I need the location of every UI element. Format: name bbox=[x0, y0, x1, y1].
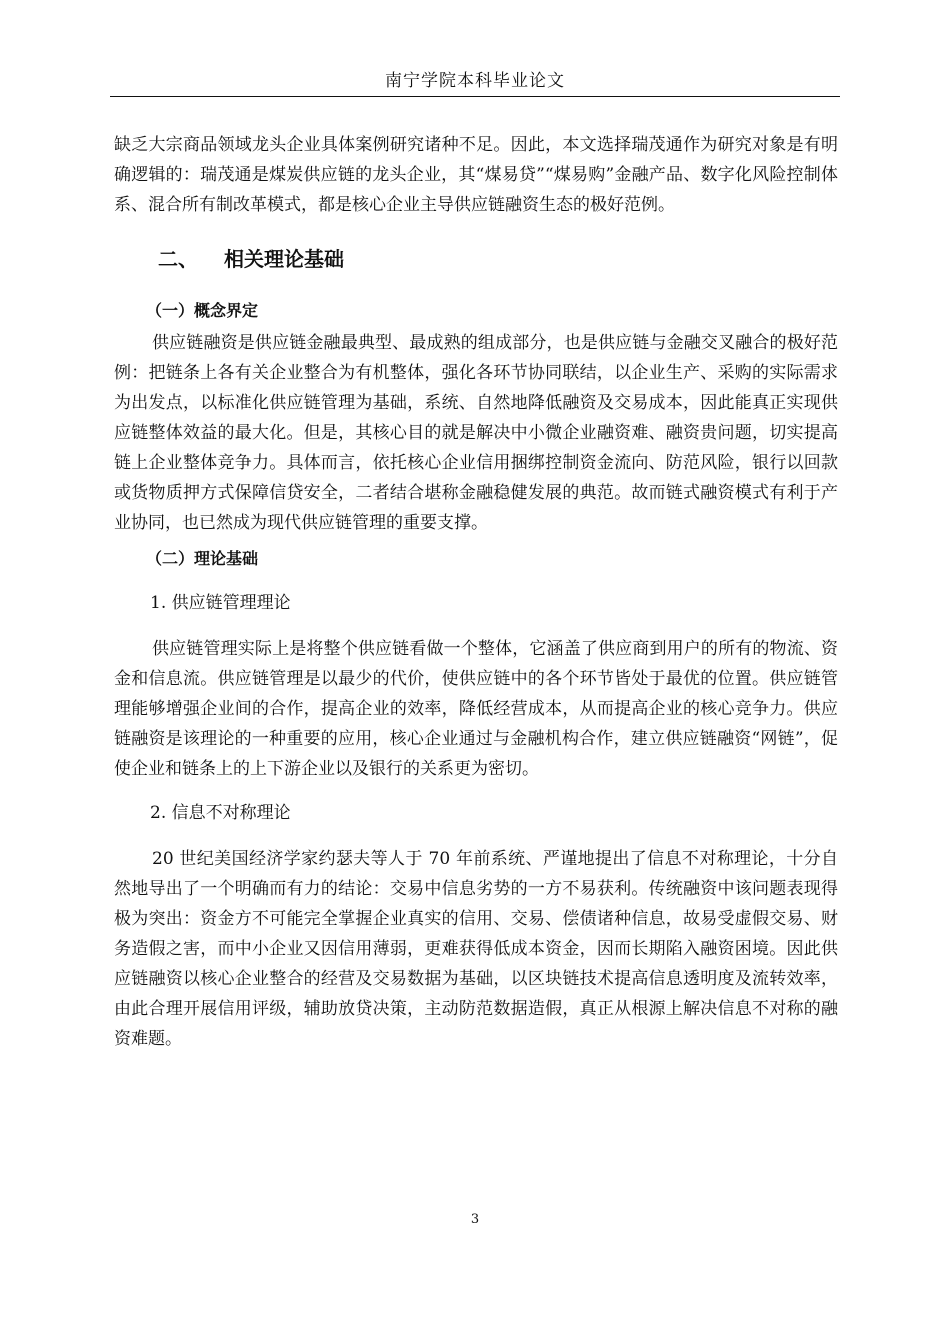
section-title: 相关理论基础 bbox=[224, 247, 344, 271]
header-rule bbox=[110, 96, 840, 97]
info-asymmetry-paragraph: 20 世纪美国经济学家约瑟夫等人于 70 年前系统、严谨地提出了信息不对称理论，十分自然地导出了一个明确而有力的结论：交易中信息劣势的一方不易获利。传统融资中该问题表现得极为突出：资金方不可能完全掌握企业真实的信用、交易、偿债诸种信息，故易受虚假交易、财务造假之害，而中小企业又因信用薄弱，更难获得低成本资金，因而长期陷入融资困境。因此供应链融资以核心企业整合的经营及交易数据为基础，以区块链技术提高信息透明度及流转效率，由此合理开展信用评级，辅助放贷决策，主动防范数据造假，真正从根源上解决信息不对称的融资难题。 bbox=[114, 849, 838, 1049]
subsection-heading-theory: （二）理论基础 bbox=[146, 549, 259, 568]
section-number: 二、 bbox=[158, 247, 198, 271]
theory-item-heading-scm: 1. 供应链管理理论 bbox=[150, 593, 291, 613]
concepts-paragraph: 供应链融资是供应链金融最典型、最成熟的组成部分，也是供应链与金融交叉融合的极好范例：把链条上各有关企业整合为有机整体，强化各环节协同联结，以企业生产、采购的实际需求为出发点，以标准化供应链管理为基础，系统、自然地降低融资及交易成本，因此能真正实现供应链整体效益的最大化。但是，其核心目的就是解决中小微企业融资难、融资贵问题，切实提高链上企业整体竞争力。具体而言，依托核心企业信用捆绑控制资金流向、防范风险，银行以回款或货物质押方式保障信贷安全，二者结合堪称金融稳健发展的典范。故而链式融资模式有利于产业协同，也已然成为现代供应链管理的重要支撑。 bbox=[114, 333, 838, 533]
page-number: 3 bbox=[470, 1212, 480, 1227]
theory-item-heading-info-asymmetry: 2. 信息不对称理论 bbox=[150, 803, 291, 823]
document-body bbox=[114, 130, 838, 1054]
subsection-heading-concepts: （一）概念界定 bbox=[146, 301, 259, 320]
section-heading bbox=[158, 244, 838, 274]
page-header-title: 南宁学院本科毕业论文 bbox=[385, 71, 565, 91]
scm-paragraph: 供应链管理实际上是将整个供应链看做一个整体，它涵盖了供应商到用户的所有的物流、资金和信息流。供应链管理是以最少的代价，使供应链中的各个环节皆处于最优的位置。供应链管理能够增强企业间的合作，提高企业的效率，降低经营成本，从而提高企业的核心竞争力。供应链融资是该理论的一种重要的应用，核心企业通过与金融机构合作，建立供应链融资“网链”，促使企业和链条上的上下游企业以及银行的关系更为密切。 bbox=[114, 639, 838, 779]
intro-paragraph: 缺乏大宗商品领域龙头企业具体案例研究诸种不足。因此，本文选择瑞茂通作为研究对象是有明确逻辑的：瑞茂通是煤炭供应链的龙头企业，其“煤易贷”“煤易购”金融产品、数字化风险控制体系、混合所有制改革模式，都是核心企业主导供应链融资生态的极好范例。 bbox=[114, 135, 838, 215]
